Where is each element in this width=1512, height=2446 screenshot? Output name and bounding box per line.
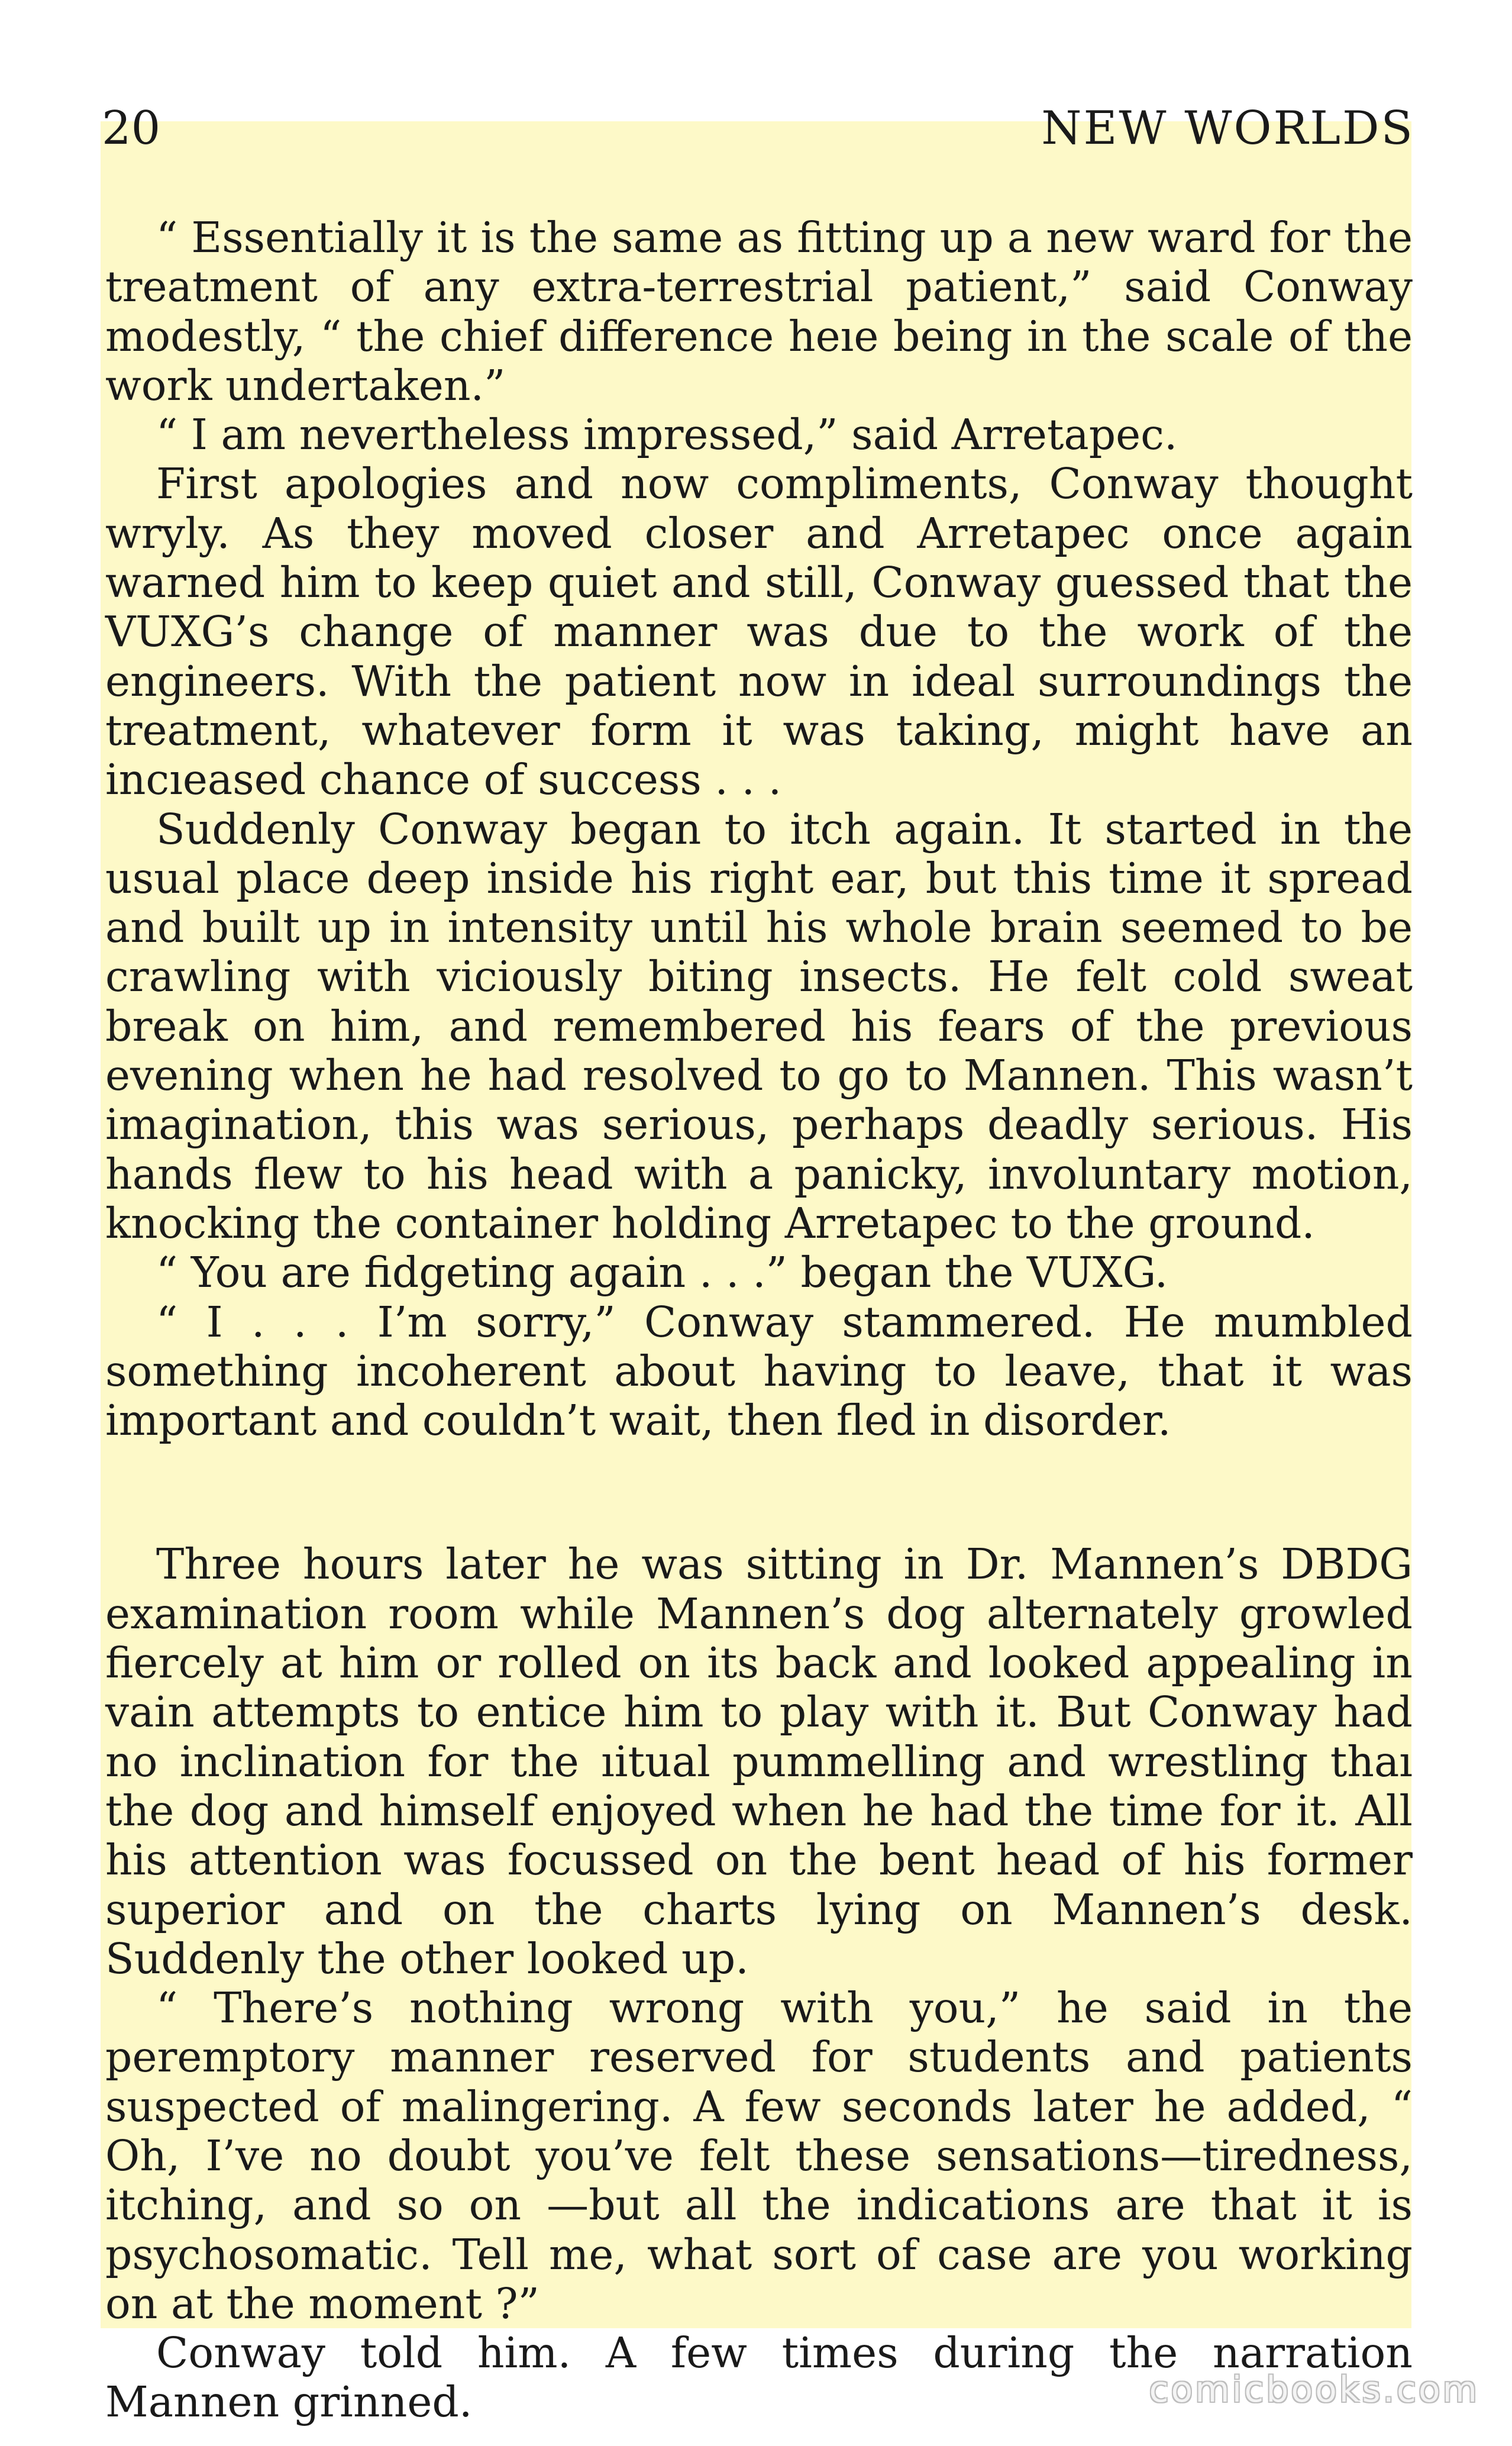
article-body (105, 213, 1413, 2427)
page-number: 20 (102, 102, 161, 155)
paragraph: “ I am nevertheless impressed,” said Arretapec. (156, 410, 1178, 460)
section-break (105, 1445, 1413, 1540)
watermark: comicbooks.com (1149, 2369, 1479, 2410)
paragraph: Conway told him. A few times during the narration Mannen grinned. (105, 2328, 1413, 2427)
paragraph: Suddenly Conway began to itch again. It started in the usual place deep inside his right ear, but this time it spread and built up in intensity until his whole brain seemed to be crawling with viciously biting insects. He felt cold sweat break on him, and remembered his fears of the previous evening when he had resolved to go to Mannen. This wasn’t imagination, this was serious, perhaps deadly serious. His hands flew to his head with a panicky, involuntary motion, knocking the container holding Arretapec to the ground. (105, 804, 1413, 1248)
paragraph: “ You are fidgeting again . . .” began the VUXG. (156, 1248, 1168, 1298)
paragraph: “ I . . . I’m sorry,” Conway stammered. He mumbled something incoherent about having to leave, that it was important and couldn’t wait, then fled in disorder. (105, 1297, 1413, 1445)
paragraph: First apologies and now compliments, Conway thought wryly. As they moved closer and Arretapec once again warned him to keep quiet and still, Conway guessed that the VUXG’s change of manner was due to the work of the engineers. With the patient now in ideal surroundings the treatment, whatever form it was taking, might have an incıeased chance of success . . . (105, 459, 1413, 805)
paragraph: “ There’s nothing wrong with you,” he said in the peremptory manner reserved for students and patients suspected of malingering. A few seconds later he added, “ Oh, I’ve no doubt you’ve felt these sensations—tiredness, itching, and so on —but all the indications are that it is psychosomatic. Tell me, what sort of case are you working on at the moment ?” (105, 1983, 1413, 2328)
paragraph: Three hours later he was sitting in Dr. Mannen’s DBDG examination room while Mannen’s dog alternately growled fiercely at him or rolled on its back and looked appealing in vain attempts to entice him to play with it. But Conway had no inclination for the ıitual pummelling and wrestling thaı the dog and himself enjoyed when he had the time for it. All his attention was focussed on the bent head of his former superior and on the charts lying on Mannen’s desk. Suddenly the other looked up. (105, 1540, 1413, 1983)
paragraph: “ Essentially it is the same as fitting up a new ward for the treatment of any extra-terrestrial patient,” said Conway modestly, “ the chief difference heıe being in the scale of the work undertaken.” (105, 213, 1413, 410)
running-head: NEW WORLDS (1041, 102, 1414, 155)
